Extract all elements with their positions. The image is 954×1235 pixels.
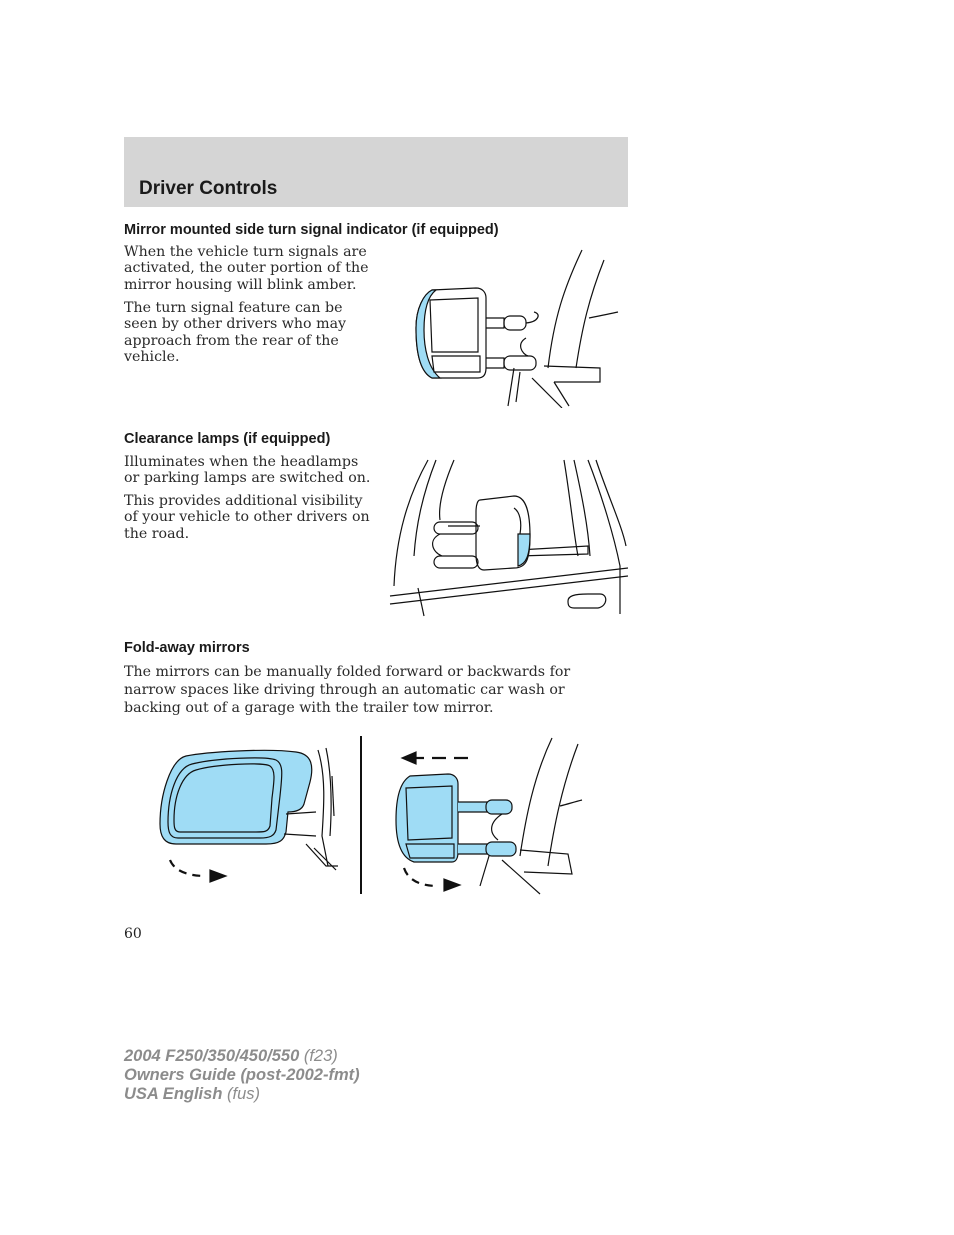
clearance-lamp-illustration <box>388 456 628 618</box>
fold-away-mirror-front-illustration <box>156 736 346 892</box>
heading-clearance-lamps: Clearance lamps (if equipped) <box>124 431 331 447</box>
heading-fold-away-mirrors: Fold-away mirrors <box>124 640 250 656</box>
footer-document-info <box>124 1047 360 1104</box>
footer-language: USA English <box>124 1085 223 1103</box>
clearance-paragraph-2: This provides additional visibility of your vehicle to other drivers on the road. <box>124 493 370 542</box>
turn-signal-paragraph-1: When the vehicle turn signals are activated, the outer portion of the mirror housing will blink amber. <box>124 244 369 293</box>
footer-model: 2004 F250/350/450/550 <box>124 1047 300 1065</box>
footer-model-code: (f23) <box>299 1047 338 1065</box>
footer-guide: Owners Guide (post-2002-fmt) <box>124 1066 360 1084</box>
turn-signal-mirror-illustration <box>404 248 628 408</box>
page-title: Driver Controls <box>139 178 278 199</box>
figure-divider <box>360 736 362 894</box>
heading-turn-signal: Mirror mounted side turn signal indicator (if equipped) <box>124 222 499 238</box>
fold-away-paragraph: The mirrors can be manually folded forward or backwards for narrow spaces like driving through an automatic car wash or backing out of a garage with the trailer tow mirror. <box>124 664 571 716</box>
fold-away-mirror-rear-illustration <box>392 736 592 896</box>
page-number: 60 <box>124 926 142 942</box>
footer-language-code: (fus) <box>222 1085 260 1103</box>
clearance-paragraph-1: Illuminates when the headlamps or parking lamps are switched on. <box>124 454 371 487</box>
turn-signal-paragraph-2: The turn signal feature can be seen by other drivers who may approach from the rear of the vehicle. <box>124 300 347 366</box>
